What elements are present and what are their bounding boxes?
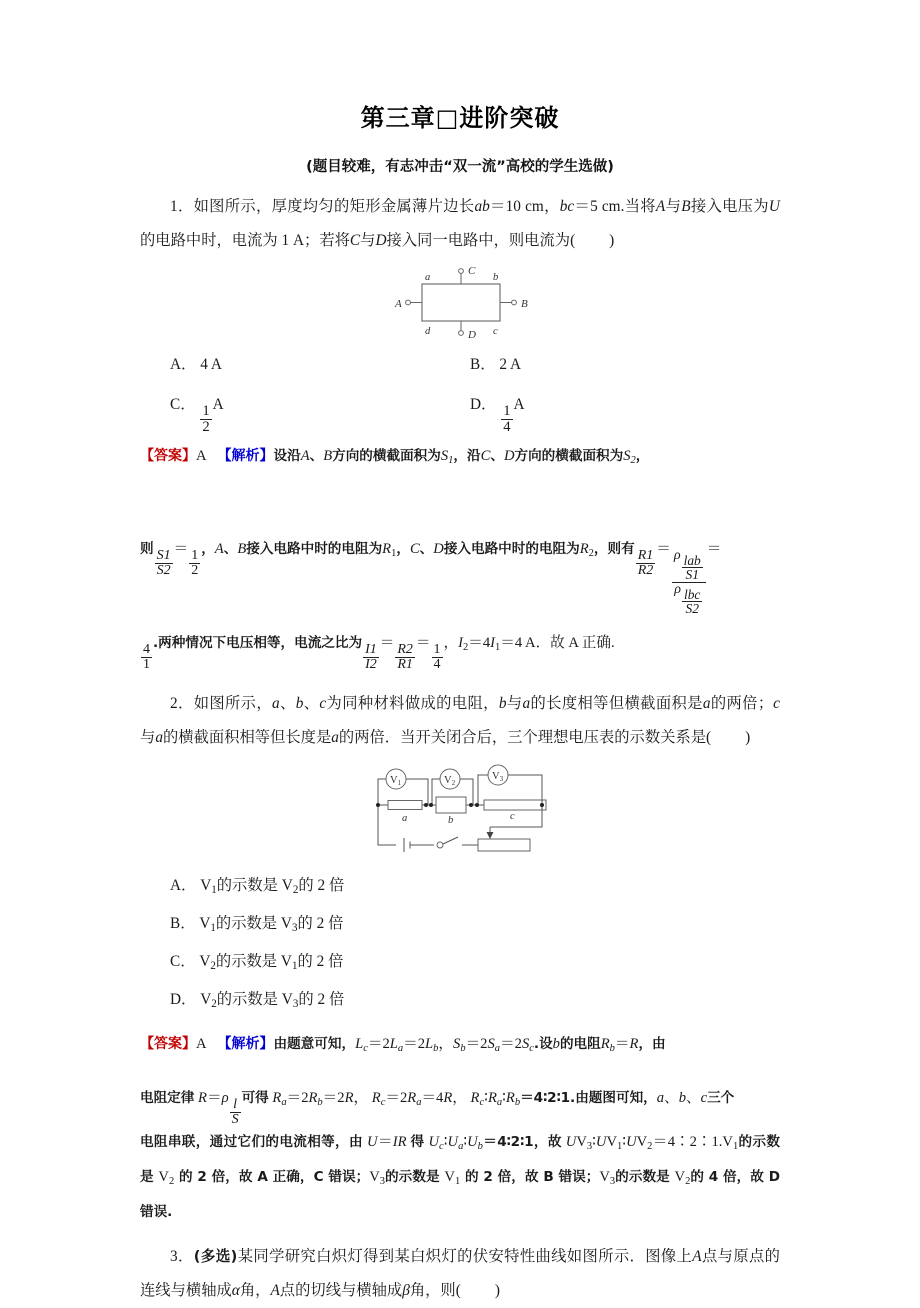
q1-stem-text: 如图所示，厚度均匀的矩形金属薄片边长 (193, 198, 475, 215)
answer-value-2: A (196, 1035, 207, 1052)
q2-number: 2． (170, 694, 194, 712)
question-2-options (140, 861, 780, 1021)
svg-text:a: a (402, 812, 408, 824)
question-1-explain-line2: 则 $\frac{S1}{S2}$ ＝ $\frac{1}{2}$ ，A、B接入电路中时的电阻为$R_1$，C、D接入电路中时的电阻为$R_2$，则有 $\frac{R1}{R2}$ ＝ ρ $\frac{\text{lab}}{S1}$ ρ $\frac{\text{lbc}}{S2}$ ＝ (140, 541, 722, 617)
option-B[interactable]: B． 2 A (470, 356, 522, 373)
fraction-I1-I2: $\frac{I1}{I2}$ (365, 641, 377, 673)
fraction-one-half-b: $\frac{1}{2}$ (191, 547, 199, 579)
question-2-stem: 2．如图所示，a、b、c为同种材料做成的电阻，b与a的长度相等但横截面积是a的两倍；c与a的横截面积相等但长度是a的两倍．当开关闭合后，三个理想电压表的示数关系是( ) (140, 694, 780, 746)
svg-text:C: C (468, 265, 476, 277)
voltmeter-v2-label: V2 (444, 774, 456, 787)
svg-text:c: c (493, 326, 498, 337)
fraction-one-quarter: $\frac{1}{4}$ (503, 403, 511, 436)
option-B-q2[interactable]: B． $V_1$的示数是 $V_3$的 2 倍 (170, 914, 344, 934)
nested-fraction-rho: ρ $\frac{\text{lab}}{S1}$ ρ $\frac{\text{lbc}}{S2}$ (672, 549, 706, 616)
question-3-stem: 3．(多选)某同学研究白炽灯得到某白炽灯的伏安特性曲线如图所示．图像上A点与原点的连线与横轴成α角，A点的切线与横轴成β角，则( ) (140, 1248, 780, 1300)
question-1-answer-line: 【答案】A 【解析】设沿A、B方向的横截面积为$S_1$，沿C、D方向的横截面积为$S_2$， (140, 448, 650, 467)
option-D-q2[interactable]: D． $V_2$的示数是 $V_3$的 2 倍 (170, 990, 345, 1010)
svg-text:d: d (425, 326, 431, 337)
explain-tag-2: 【解析】 (217, 1035, 274, 1052)
svg-text:a: a (425, 272, 431, 283)
answer-tag-1: 【答案】 (140, 448, 196, 465)
option-A-q2[interactable]: A． $V_1$的示数是 $V_2$的 2 倍 (170, 876, 345, 896)
explain-tag-1: 【解析】 (217, 448, 274, 465)
question-1-explain-line3: $\frac{4}{1}$ .两种情况下电压相等，电流之比为 $\frac{I1}{I2}$ ＝ $\frac{R2}{R1}$ ＝ $\frac{1}{4}$ ，$I_2=4I_1=4$ A．故 A 正确. (143, 635, 615, 673)
svg-text:B: B (521, 298, 528, 310)
question-1-stem: 1．如图所示，厚度均匀的矩形金属薄片边长ab＝10 cm，bc＝5 cm.当将A与B接入电压为U的电路中时，电流为 1 A；若将C与D接入同一电路中，则电流为( ) (140, 198, 780, 249)
rectangular-metal-sheet-svg (370, 262, 550, 342)
option-D[interactable]: D． $\frac{1}{4}$ A (470, 396, 525, 436)
series-resistors-circuit-svg (360, 757, 560, 861)
svg-text:A: A (395, 298, 402, 310)
question-2-explain-line2: 电阻定律 R＝ρ $\frac{l}{S}$ 可得 $R_a=2R_b=2R$， $R_c=2R_a=4R$， $R_c∶R_a∶R_b=4∶2∶1$.由题图可知，a、b、c三个 (140, 1089, 735, 1127)
page-title: 第三章□进阶突破 (360, 104, 560, 132)
figure-metal-sheet (140, 262, 780, 342)
question-1-options (140, 342, 780, 435)
fraction-lab-S1: $\frac{\text{lab}}{S1}$ (683, 552, 701, 583)
q3-number: 3． (170, 1248, 194, 1266)
fraction-one-four: $\frac{1}{4}$ (433, 641, 441, 673)
option-A[interactable]: A． 4 A (170, 356, 222, 373)
answer-value-1: A (196, 448, 207, 465)
svg-text:b: b (448, 814, 454, 826)
fraction-one-half: $\frac{1}{2}$ (202, 403, 210, 436)
q1-var-bc: bc (559, 198, 575, 215)
voltmeter-v1-label: V1 (390, 774, 402, 787)
page-subtitle: (题目较难，有志冲击“双一流”高校的学生选做) (306, 159, 614, 175)
q1-number: 1． (170, 198, 194, 215)
fraction-R1-R2: $\frac{R1}{R2}$ (637, 547, 654, 579)
option-row-cd (140, 382, 780, 435)
figure-circuit (140, 757, 780, 861)
svg-text:b: b (493, 272, 499, 283)
option-row-ab (140, 348, 780, 382)
svg-text:D: D (468, 329, 476, 341)
fraction-four-one: $\frac{4}{1}$ (143, 641, 150, 673)
option-C-q2[interactable]: C． $V_2$的示数是 $V_1$的 2 倍 (170, 952, 344, 972)
voltmeter-v3-label: V3 (492, 770, 504, 783)
question-2-explain-line3: 电阻串联，通过它们的电流相等，由 U＝IR 得 $U_c∶U_a∶U_b=4∶2∶1$，故 $UV_3∶UV_1∶UV_2=4∶2∶1.V_1$的示数是 $V_2$ 的 2 倍，故 A 正确，C 错误；$V_3$的示数是 $V_1$ 的 2 倍，故 B 错误；$V_3$的示数是 $V_2$的 4 倍，故 D 错误. (140, 1134, 781, 1221)
fraction-lbc-S2: $\frac{\text{lbc}}{S2}$ (683, 586, 701, 617)
svg-text:c: c (510, 810, 515, 822)
option-C[interactable]: C． $\frac{1}{2}$ A (170, 396, 224, 436)
fraction-l-S: $\frac{l}{S}$ (231, 1096, 239, 1127)
fraction-R2-R1: $\frac{R2}{R1}$ (397, 641, 413, 673)
q1-var-ab: ab (474, 198, 490, 215)
question-2-answer-line: 【答案】A 【解析】由题意可知，$L_c=2L_a=2L_b$，$S_b=2S_a=2S_c$.设b的电阻$R_b=R$，由 (140, 1035, 666, 1054)
fraction-S1-S2: $\frac{S1}{S2}$ (156, 547, 171, 579)
multi-choice-tag: (多选) (193, 1248, 238, 1266)
answer-tag-2: 【答案】 (140, 1035, 196, 1052)
